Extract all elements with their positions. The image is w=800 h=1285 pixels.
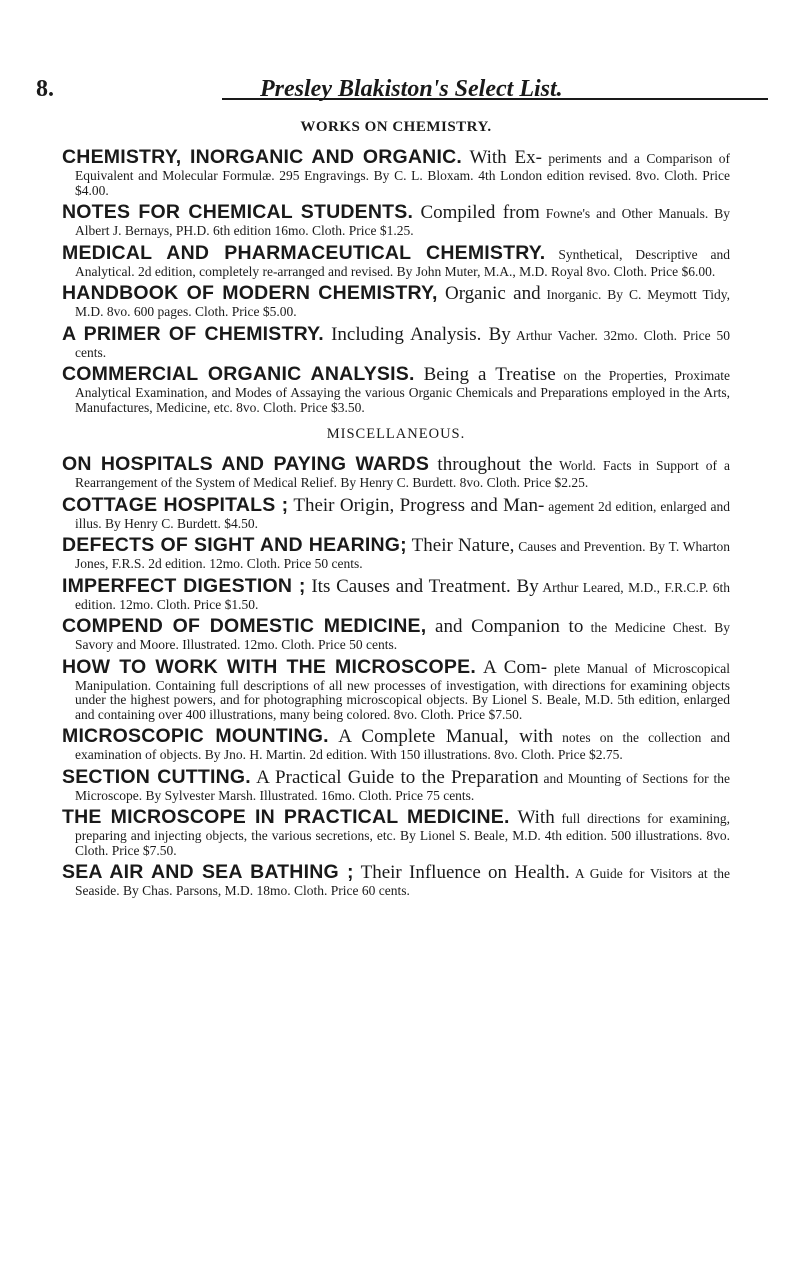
- entry-subtitle: Including Analysis. By: [323, 323, 511, 345]
- entry-subtitle: Their Origin, Progress and Man-: [288, 494, 545, 516]
- catalog-entry: [62, 575, 730, 613]
- entry-body: full directions for examining, preparing and injecting objects, the various secretions, etc. By Lionel S. Beale, M.D. 4th edition. 500 illustrations. 8vo. Cloth. Price $7.50.: [75, 811, 731, 858]
- entry-subtitle: A Complete Manual, with: [328, 726, 553, 747]
- entry-title: COTTAGE HOSPITALS ;: [62, 493, 289, 516]
- entry-body: World. Facts in Support of a Rearrangement of the System of Medical Relief. By Henry C. Burdett. 8vo. Cloth. Price $2.25.: [75, 458, 730, 490]
- entry-title: MEDICAL AND PHARMACEUTICAL CHEMISTRY.: [62, 241, 546, 264]
- catalog-entry: [62, 806, 730, 858]
- entry-subtitle: With: [509, 807, 555, 828]
- entry-subtitle: A Practical Guide to the Preparation: [250, 766, 539, 788]
- entry-body: A Guide for Visitors at the Seaside. By Chas. Parsons, M.D. 18mo. Cloth. Price 60 cents.: [75, 866, 730, 898]
- entry-subtitle: Being a Treatise: [414, 364, 556, 385]
- catalog-entry: [62, 201, 730, 239]
- entry-title: COMPEND OF DOMESTIC MEDICINE,: [62, 615, 427, 637]
- page-number: 8.: [36, 76, 54, 102]
- catalog-entry: [62, 453, 730, 491]
- entry-title: SECTION CUTTING.: [62, 765, 251, 788]
- catalog-entry: [62, 242, 730, 280]
- entry-body: on the Properties, Proximate Analytical Examination, and Modes of Assaying the various Organic Chemicals and Preparations employed in the Arts, Manufactures, Medicine, etc. 8vo. Cloth. Price $3.50.: [75, 368, 730, 415]
- running-title: Presley Blakiston's Select List.: [260, 76, 563, 102]
- entry-title: IMPERFECT DIGESTION ;: [62, 574, 306, 597]
- entry-body: Inorganic. By C. Meymott Tidy, M.D. 8vo. 600 pages. Cloth. Price $5.00.: [75, 287, 731, 319]
- entry-body: the Medicine Chest. By Savory and Moore. Illustrated. 12mo. Cloth. Price 50 cents.: [75, 620, 730, 652]
- entry-body: Arthur Vacher. 32mo. Cloth. Price 50 cents.: [75, 327, 730, 360]
- catalog-entry: [62, 494, 730, 532]
- entry-title: THE MICROSCOPE IN PRACTICAL MEDICINE.: [62, 806, 510, 828]
- entry-title: DEFECTS OF SIGHT AND HEARING;: [62, 534, 407, 556]
- catalog-entry: [62, 323, 730, 361]
- entry-body: and Mounting of Sections for the Microscope. By Sylvester Marsh. Illustrated. 16mo. Cloth. Price 75 cents.: [75, 770, 730, 803]
- entry-body: Causes and Prevention. By T. Wharton Jones, F.R.S. 2d edition. 12mo. Cloth. Price 50 cents.: [75, 539, 731, 571]
- entry-subtitle: Their Nature,: [406, 535, 515, 556]
- entry-title: MICROSCOPIC MOUNTING.: [62, 725, 329, 747]
- section-heading-chemistry: WORKS ON CHEMISTRY.: [300, 119, 492, 135]
- catalog-entry: [62, 146, 730, 198]
- entry-title: HANDBOOK OF MODERN CHEMISTRY,: [62, 282, 438, 304]
- entry-subtitle: A Com-: [475, 656, 548, 678]
- entry-body: Arthur Leared, M.D., F.R.C.P. 6th edition. 12mo. Cloth. Price $1.50.: [75, 579, 730, 612]
- catalog-entry: [62, 615, 730, 653]
- entry-body: Fowne's and Other Manuals. By Albert J. Bernays, PH.D. 6th edition 16mo. Cloth. Price $1.25.: [75, 206, 730, 238]
- catalog-entry: [62, 363, 730, 415]
- entry-subtitle: Compiled from: [413, 202, 540, 223]
- entry-subtitle: Their Influence on Health.: [353, 862, 570, 883]
- entry-title: HOW TO WORK WITH THE MICROSCOPE.: [62, 655, 476, 678]
- entry-subtitle: Its Causes and Treatment. By: [305, 575, 539, 597]
- section-heading-miscellaneous: MISCELLANEOUS.: [326, 426, 466, 442]
- entry-title: A PRIMER OF CHEMISTRY.: [62, 322, 324, 345]
- catalog-entry: [62, 766, 730, 804]
- entry-subtitle: With Ex-: [461, 147, 542, 168]
- entry-title: ON HOSPITALS AND PAYING WARDS: [62, 453, 430, 475]
- catalog-entry: [62, 282, 730, 320]
- entry-body: plete Manual of Microscopical Manipulation. Containing full descriptions of all new processes of investigation, with directions for examining objects under the highest powers, and for photographing microscopical objects. By Lionel S. Beale, M.D. 5th edition, enlarged and containing over 400 illustrations, many being colored. 8vo. Cloth. Price $7.50.: [75, 660, 730, 722]
- entry-title: SEA AIR AND SEA BATHING ;: [62, 861, 354, 883]
- catalog-entry: [62, 861, 730, 899]
- catalog-entry: [62, 656, 730, 723]
- entry-title: NOTES FOR CHEMICAL STUDENTS.: [62, 201, 414, 223]
- entry-body: agement 2d edition, enlarged and illus. By Henry C. Burdett. $4.50.: [75, 498, 731, 531]
- entry-subtitle: and Companion to: [426, 616, 584, 637]
- entry-subtitle: throughout the: [429, 454, 553, 475]
- entry-body: periments and a Comparison of Equivalent and Molecular Formulæ. 295 Engravings. By C. L. Bloxam. 4th London edition revised. 8vo. Cloth. Price $4.00.: [75, 151, 730, 198]
- catalog-entry: [62, 534, 730, 572]
- entry-title: COMMERCIAL ORGANIC ANALYSIS.: [62, 363, 415, 385]
- header-rule: [222, 98, 768, 100]
- entry-title: CHEMISTRY, INORGANIC AND ORGANIC.: [62, 146, 462, 168]
- entry-body: Synthetical, Descriptive and Analytical. 2d edition, completely re-arranged and revised. By John Muter, M.A., M.D. Royal 8vo. Cloth. Price $6.00.: [75, 246, 731, 279]
- entry-body: notes on the collection and examination of objects. By Jno. H. Martin. 2d edition. With 150 illustrations. 8vo. Cloth. Price $2.75.: [75, 730, 730, 762]
- catalog-content: [62, 118, 730, 902]
- entry-subtitle: Organic and: [437, 283, 541, 304]
- catalog-entry: [62, 725, 730, 763]
